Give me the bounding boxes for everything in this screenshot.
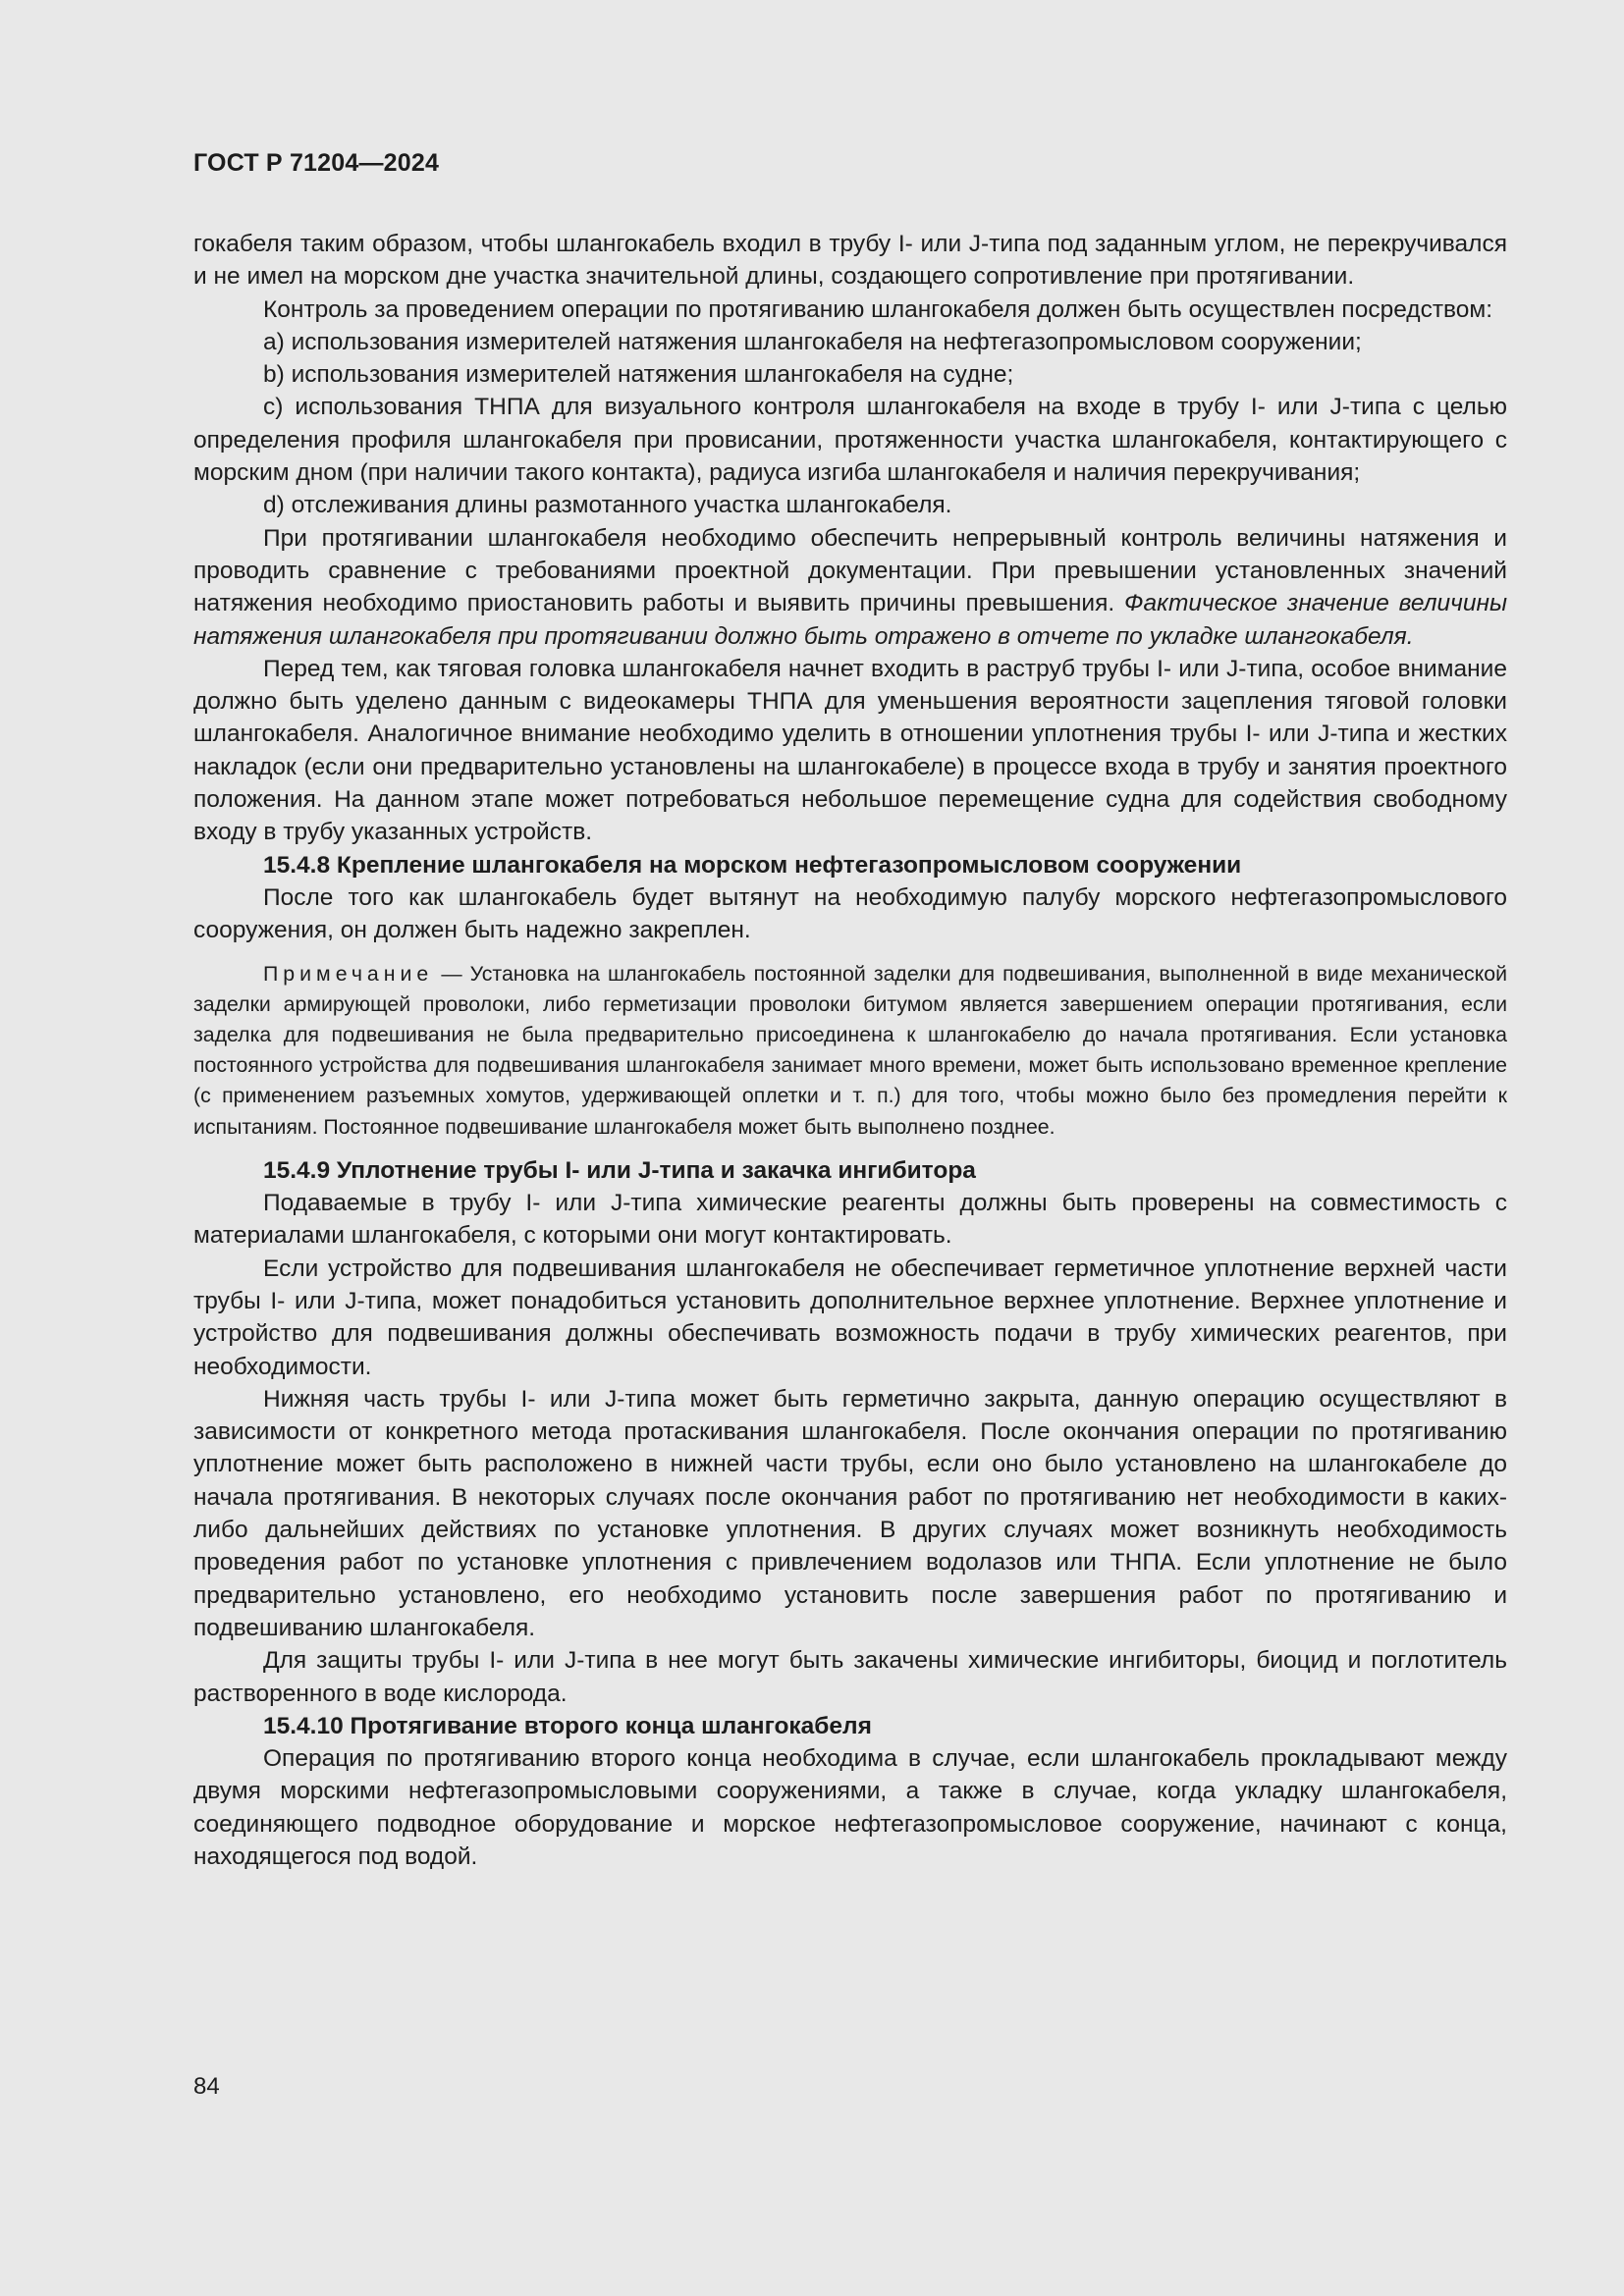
section-heading-15-4-8: 15.4.8 Крепление шлангокабеля на морском нефтегазопромысловом сооружении xyxy=(263,851,1242,879)
paragraph: Перед тем, как тяговая головка шлангокабеля начнет входить в раструб трубы I- или J-типа, особое внимание должно быть уделено данным с видеокамеры ТНПА для уменьшения вероятности зацепления тяговой головки шлангокабеля. Аналогичное внимание необходимо уделить в отношении уплотнения трубы I- или J-типа и жестких накладок (если они предварительно установлены на шлангокабеле) в процессе входа в трубу и занятия проектного положения. На данном этапе может потребоваться небольшое перемещение судна для содействия свободному входу в трубу указанных устройств. xyxy=(193,655,1507,846)
list-item-d: d) отслеживания длины размотанного участка шлангокабеля. xyxy=(263,492,952,519)
paragraph: Операция по протягиванию второго конца необходима в случае, если шлангокабель прокладывают между двумя морскими нефтегазопромысловыми сооружениями, а также в случае, когда укладку шлангокабеля, соединяющего подводное оборудование и морское нефтегазопромысловое сооружение, начинают с конца, находящегося под водой. xyxy=(193,1745,1507,1870)
document-header: ГОСТ Р 71204—2024 xyxy=(193,149,440,177)
paragraph: Для защиты трубы I- или J-типа в нее могут быть закачены химические ингибиторы, биоцид и поглотитель растворенного в воде кислорода. xyxy=(193,1647,1507,1707)
paragraph: Нижняя часть трубы I- или J-типа может быть герметично закрыта, данную операцию осуществляют в зависимости от конкретного метода протаскивания шлангокабеля. После окончания операции по протягиванию уплотнение может быть расположено в нижней части трубы, если оно было установлено на шлангокабеле до начала протягивания. В некоторых случаях после окончания работ по протягиванию нет необходимости в каких-либо дальнейших действиях по установке уплотнения. В других случаях может возникнуть необходимость проведения работ по установке уплотнения с привлечением водолазов или ТНПА. Если уплотнение не было предварительно установлено, его необходимо установить после завершения работ по протягиванию и подвешиванию шлангокабеля. xyxy=(193,1385,1507,1641)
section-heading-15-4-10: 15.4.10 Протягивание второго конца шлангокабеля xyxy=(263,1712,872,1739)
page-number: 84 xyxy=(193,2073,220,2100)
list-item-b: b) использования измерителей натяжения шлангокабеля на судне; xyxy=(263,361,1014,389)
note xyxy=(193,959,1507,1143)
paragraph: Подаваемые в трубу I- или J-типа химические реагенты должны быть проверены на совместимость с материалами шлангокабеля, с которыми они могут контактировать. xyxy=(193,1190,1507,1250)
list-item-c: c) использования ТНПА для визуального контроля шлангокабеля на входе в трубу I- или J-типа с целью определения профиля шлангокабеля при провисании, протяженности участка шлангокабеля, контактирующего с морским дном (при наличии такого контакта), радиуса изгиба шлангокабеля и наличия перекручивания; xyxy=(193,394,1507,487)
note-label: Примечание xyxy=(263,961,434,986)
paragraph-text: При протягивании шлангокабеля необходимо обеспечить непрерывный контроль величины натяжения и проводить сравнение с требованиями проектной документации. При превышении установленных значений натяжения необходимо приостановить работы и выявить причины превышения. xyxy=(193,524,1507,617)
paragraph: гокабеля таким образом, чтобы шлангокабель входил в трубу I- или J-типа под заданным углом, не перекручивался и не имел на морском дне участка значительной длины, создающего сопротивление при протягивании. xyxy=(193,231,1507,291)
section-heading-15-4-9: 15.4.9 Уплотнение трубы I- или J-типа и закачка ингибитора xyxy=(263,1156,976,1184)
paragraph xyxy=(193,522,1507,653)
list-item-a: a) использования измерителей натяжения шлангокабеля на нефтегазопромысловом сооружении; xyxy=(263,328,1362,355)
paragraph-italic-text: Фактическое значение величины натяжения шлангокабеля при протягивании должно быть отражено в отчете по укладке шлангокабеля. xyxy=(193,590,1507,650)
paragraph: После того как шлангокабель будет вытянут на необходимую палубу морского нефтегазопромыслового сооружения, он должен быть надежно закреплен. xyxy=(193,883,1507,944)
paragraph: Если устройство для подвешивания шлангокабеля не обеспечивает герметичное уплотнение верхней части трубы I- или J-типа, может понадобиться установить дополнительное верхнее уплотнение. Верхнее уплотнение и устройство для подвешивания должны обеспечивать возможность подачи в трубу химических реагентов, при необходимости. xyxy=(193,1255,1507,1380)
document-body xyxy=(193,228,1507,1873)
note-text: — Установка на шлангокабель постоянной заделки для подвешивания, выполненной в виде механической заделки армирующей проволоки, либо герметизации проволоки битумом является завершением операции протягивания, если заделка для подвешивания не была предварительно присоединена к шлангокабелю до начала протягивания. Если установка постоянного устройства для подвешивания шлангокабеля занимает много времени, может быть использовано временное крепление (с применением разъемных хомутов, удерживающей оплетки и т. п.) для того, чтобы можно было без промедления перейти к испытаниям. Постоянное подвешивание шлангокабеля может быть выполнено позднее. xyxy=(193,961,1507,1139)
paragraph: Контроль за проведением операции по протягиванию шлангокабеля должен быть осуществлен посредством: xyxy=(263,295,1493,323)
